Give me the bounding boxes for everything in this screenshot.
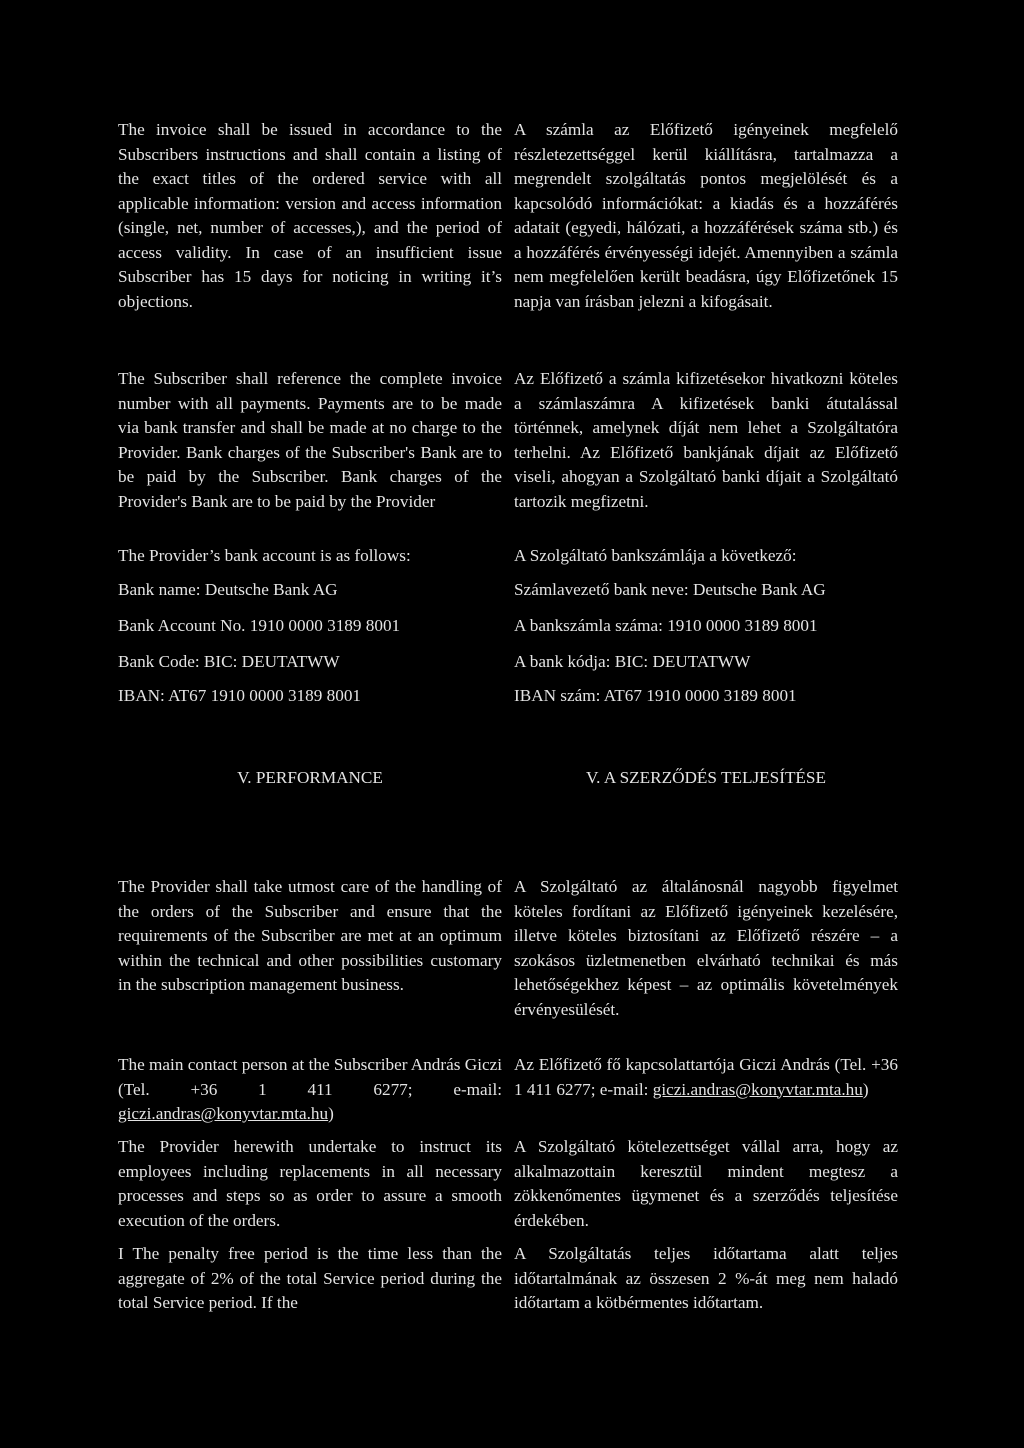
hu-contact-email-link[interactable]: giczi.andras@konyvtar.mta.hu bbox=[652, 1079, 863, 1099]
en-penalty-paragraph: I The penalty free period is the time less than the aggregate of 2% of the total Service period during the total Service period. If the bbox=[118, 1244, 502, 1312]
en-iban: IBAN: AT67 1910 0000 3189 8001 bbox=[118, 686, 362, 705]
hu-contact-close: ) bbox=[862, 1079, 869, 1099]
hu-bank-account: A bankszámla száma: 1910 0000 3189 8001 bbox=[514, 616, 818, 635]
en-contact-text: The main contact person at the Subscriber András Giczi (Tel. +36 1 411 6277; e-mail: bbox=[118, 1055, 502, 1099]
hu-bank-code: A bank kódja: BIC: DEUTATWW bbox=[514, 652, 751, 671]
en-contact-email-link[interactable]: giczi.andras@konyvtar.mta.hu bbox=[118, 1104, 329, 1123]
hu-bank-intro: A Szolgáltató bankszámlája a következő: bbox=[514, 546, 797, 565]
en-instruct-paragraph: The Provider herewith undertake to instruct its employees including replacements in all necessary processes and steps so as order to assure a smooth execution of the orders. bbox=[118, 1137, 502, 1230]
hu-iban: IBAN szám: AT67 1910 0000 3189 8001 bbox=[514, 686, 797, 705]
en-performance-paragraph: The Provider shall take utmost care of the handling of the orders of the Subscriber and ensure that the requirements of the Subscriber are met at an optimum within the technical and other possibilities customary in the subscription management business. bbox=[118, 877, 502, 994]
hu-instruct-paragraph: A Szolgáltató kötelezettséget vállal arra, hogy az alkalmazottain keresztül mindent megtesz a zökkenőmentes ügymenet és a szerződés teljesítése érdekében. bbox=[514, 1137, 898, 1230]
hu-contact-text: Az Előfizető fő kapcsolattartója Giczi András (Tel. +36 1 411 6277; e-mail: bbox=[514, 1055, 898, 1099]
en-section-heading: V. PERFORMANCE bbox=[237, 768, 383, 787]
hu-section-heading: V. A SZERZŐDÉS TELJESÍTÉSE bbox=[585, 768, 826, 787]
en-bank-name: Bank name: Deutsche Bank AG bbox=[118, 580, 338, 599]
en-payment-paragraph: The Subscriber shall reference the complete invoice number with all payments. Payments are to be made via bank transfer and shall be made at no charge to the Provider. Bank charges of the Subscriber's Bank are to be paid by the Subscriber. Bank charges of the Provider's Bank are to be paid by the Provider bbox=[118, 369, 502, 511]
en-bank-account: Bank Account No. 1910 0000 3189 8001 bbox=[118, 616, 401, 635]
en-bank-code: Bank Code: BIC: DEUTATWW bbox=[118, 652, 340, 671]
en-contact-close: ) bbox=[328, 1104, 334, 1123]
en-contact-paragraph bbox=[118, 1053, 502, 1127]
hu-payment-paragraph: Az Előfizető a számla kifizetésekor hivatkozni köteles a számlaszámra A kifizetések banki átutalással történnek, amelynek díját nem lehet a Szolgáltatóra terhelni. Az Előfizető bankjának díjait az Előfizető viseli, ahogyan a Szolgáltató banki díjait a Szolgáltató tartozik megfizetni. bbox=[514, 369, 898, 511]
hu-penalty-paragraph: A Szolgáltatás teljes időtartama alatt teljes időtartalmának az összesen 2 %-át meg nem haladó időtartam a kötbérmentes időtartam. bbox=[514, 1244, 898, 1312]
hu-bank-name: Számlavezető bank neve: Deutsche Bank AG bbox=[514, 580, 826, 599]
en-invoice-paragraph: The invoice shall be issued in accordance to the Subscribers instructions and shall contain a listing of the exact titles of the ordered service with all applicable information: version and access information (single, net, number of accesses,), and the period of access validity. In case of an insufficient issue Subscriber has 15 days for noticing in writing it’s objections. bbox=[118, 120, 502, 311]
hu-invoice-paragraph: A számla az Előfizető igényeinek megfelelő részletezettséggel kerül kiállításra, tartalmazza a megrendelt szolgáltatás pontos megjelölését és a kapcsolódó információkat: a kiadás és a hozzáférés adatait (egyedi, hálózati, a hozzáférések száma stb.) és a hozzáférés érvényességi idejét. Amennyiben a számla nem megfelelően került beadásra, úgy Előfizetőnek 15 napja van írásban jelezni a kifogásait. bbox=[514, 120, 898, 311]
en-bank-intro: The Provider’s bank account is as follows: bbox=[118, 546, 411, 565]
hu-performance-paragraph: A Szolgáltató az általánosnál nagyobb figyelmet köteles fordítani az Előfizető igényeinek kezelésére, illetve köteles biztosítani az Előfizető részére – a szokásos üzletmenetben elvárható technikai és más lehetőségekhez képest – az optimális követelmények érvényesülését. bbox=[514, 877, 898, 1019]
hu-contact-paragraph bbox=[514, 1053, 898, 1102]
